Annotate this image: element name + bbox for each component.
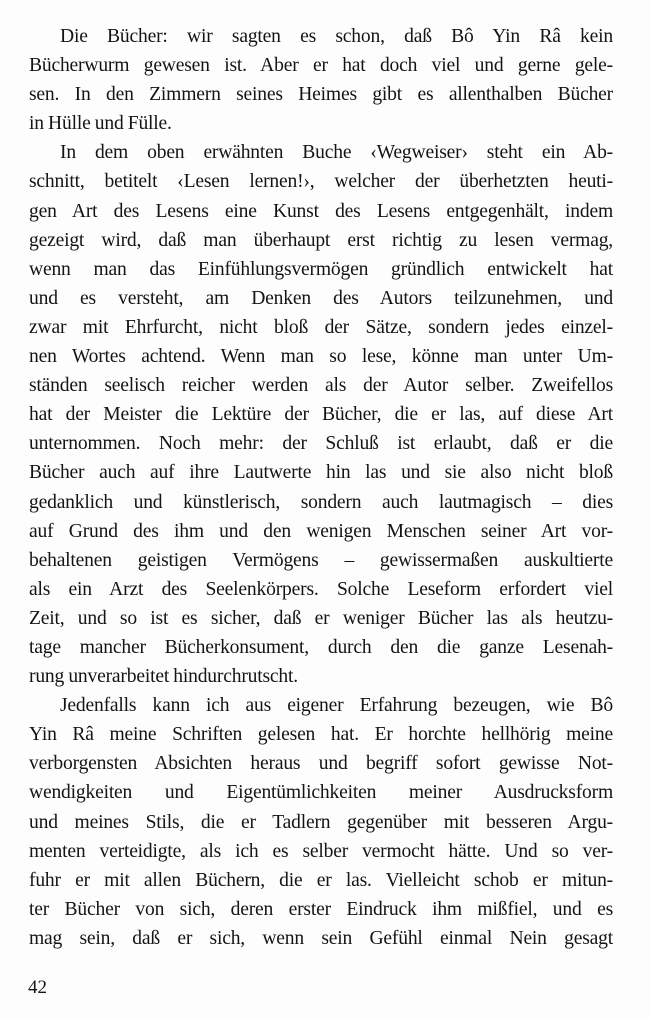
text-line: gezeigt wird, daß man überhaupt erst richtig zu lesen vermag,: [29, 229, 613, 251]
text-line: Bücher auch auf ihre Lautwerte hin las und sie also nicht bloß: [29, 462, 613, 484]
text-line: gen Art des Lesens eine Kunst des Lesens entgegenhält, indem: [29, 200, 613, 222]
text-line: fuhr er mit allen Büchern, die er las. Vielleicht schob er mitun-: [29, 869, 613, 891]
text-line: tage mancher Bücherkonsument, durch den die ganze Lesenah-: [29, 636, 613, 658]
text-line: gedanklich und künstlerisch, sondern auch lautmagisch – dies: [29, 491, 613, 513]
text-line: mag sein, daß er sich, wenn sein Gefühl einmal Nein gesagt: [29, 927, 613, 949]
text-line: verborgensten Absichten heraus und begriff sofort gewisse Not-: [29, 753, 613, 775]
text-line: zwar mit Ehrfurcht, nicht bloß der Sätze, sondern jedes einzel-: [29, 316, 613, 338]
text-line: und es versteht, am Denken des Autors teilzunehmen, und: [29, 287, 613, 309]
text-line: rung unverarbeitet hindurchrutscht.: [29, 666, 298, 688]
text-line: auf Grund des ihm und den wenigen Menschen seiner Art vor-: [29, 520, 613, 542]
text-line: wenn man das Einfühlungsvermögen gründlich entwickelt hat: [29, 258, 613, 280]
page-number: 42: [28, 977, 47, 998]
text-line: ständen seelisch reicher werden als der Autor selber. Zweifellos: [29, 375, 613, 397]
text-line: in Hülle und Fülle.: [29, 113, 172, 135]
text-line: Bücherwurm gewesen ist. Aber er hat doch viel und gerne gele-: [29, 55, 613, 77]
text-line: Jedenfalls kann ich aus eigener Erfahrung bezeugen, wie Bô: [60, 695, 613, 717]
text-line: ter Bücher von sich, deren erster Eindruck ihm mißfiel, und es: [29, 898, 613, 920]
text-line: hat der Meister die Lektüre der Bücher, die er las, auf diese Art: [29, 404, 613, 426]
text-line: In dem oben erwähnten Buche ‹Wegweiser› steht ein Ab-: [60, 142, 613, 164]
text-line: behaltenen geistigen Vermögens – gewissermaßen auskultierte: [29, 549, 613, 571]
text-line: wendigkeiten und Eigentümlichkeiten meiner Ausdrucksform: [29, 782, 613, 804]
text-line: unternommen. Noch mehr: der Schluß ist erlaubt, daß er die: [29, 433, 613, 455]
text-line: als ein Arzt des Seelenkörpers. Solche Leseform erfordert viel: [29, 578, 613, 600]
text-line: nen Wortes achtend. Wenn man so lese, könne man unter Um-: [29, 346, 613, 368]
text-line: schnitt, betitelt ‹Lesen lernen!›, welcher der überhetzten heuti-: [29, 171, 613, 193]
body-text: [29, 22, 613, 953]
text-line: und meines Stils, die er Tadlern gegenüber mit besseren Argu-: [29, 811, 613, 833]
text-line: Zeit, und so ist es sicher, daß er weniger Bücher las als heutzu-: [29, 607, 613, 629]
text-line: menten verteidigte, als ich es selber vermocht hätte. Und so ver-: [29, 840, 613, 862]
text-line: sen. In den Zimmern seines Heimes gibt es allenthalben Bücher: [29, 84, 613, 106]
text-line: Yin Râ meine Schriften gelesen hat. Er horchte hellhörig meine: [29, 724, 613, 746]
text-line: Die Bücher: wir sagten es schon, daß Bô Yin Râ kein: [60, 26, 613, 47]
